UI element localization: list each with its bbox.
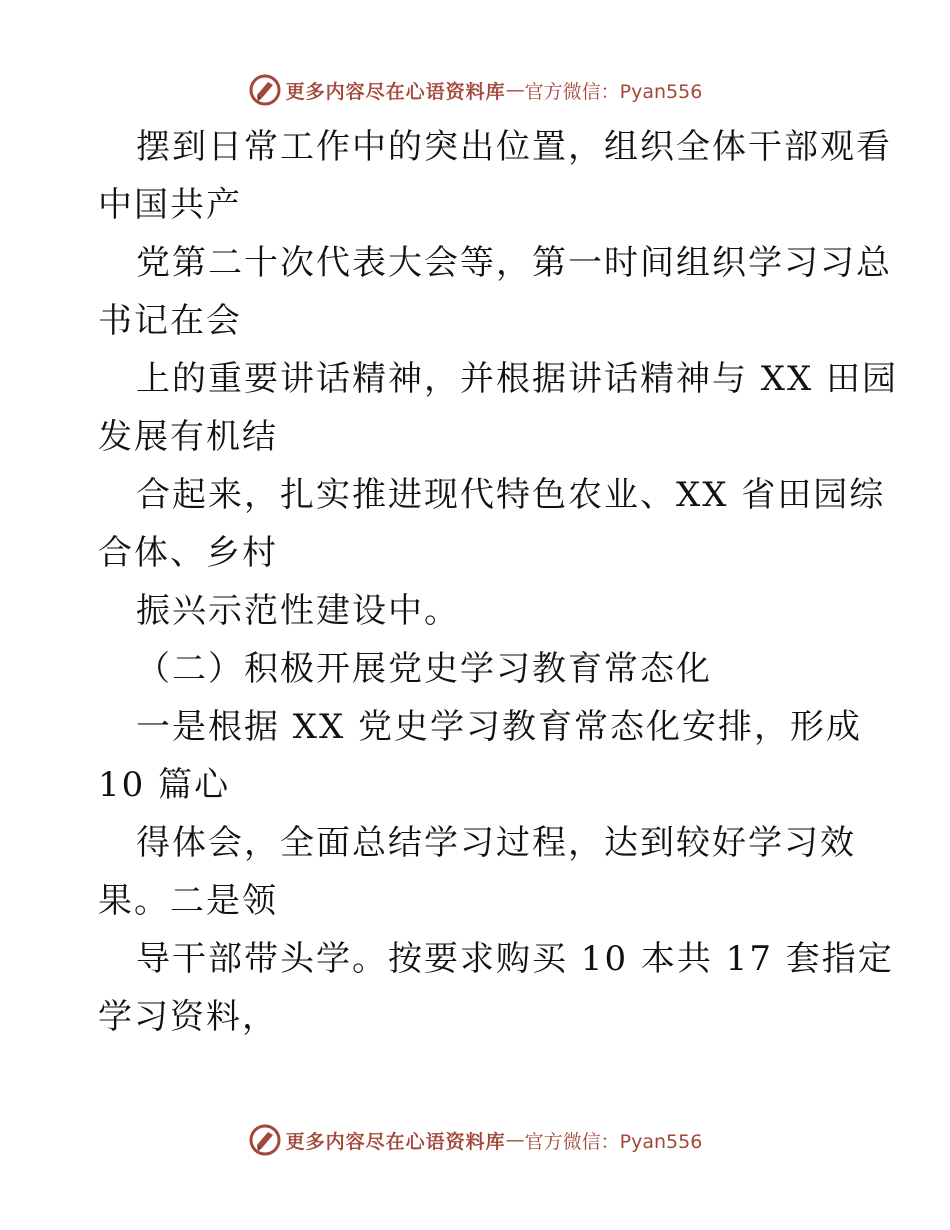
brand-logo-icon [248, 73, 282, 107]
text-line: 合起来，扎实推进现代特色农业、XX 省田园综 [136, 475, 886, 515]
header-banner [0, 70, 950, 110]
text-line: 果。二是领 [98, 881, 278, 921]
footer-brand-text: 更多内容尽在心语资料库 [285, 1130, 506, 1153]
document-body [98, 118, 899, 1046]
text-line: 振兴示范性建设中。 [136, 591, 460, 631]
text-line: 上的重要讲话精神，并根据讲话精神与 XX 田园 [136, 359, 899, 399]
text-line: 书记在会 [98, 301, 242, 341]
section-heading: （二）积极开展党史学习教育常态化 [136, 649, 712, 689]
text-line: 合体、乡村 [98, 533, 278, 573]
brand-logo-icon [248, 1123, 282, 1157]
footer-separator: — [505, 1129, 525, 1151]
header-contact-text: 官方微信：Pyan556 [524, 80, 703, 103]
footer-banner [0, 1120, 950, 1160]
text-line: 发展有机结 [98, 417, 278, 457]
header-brand-text: 更多内容尽在心语资料库 [285, 80, 506, 103]
text-line: 学习资料， [98, 997, 278, 1037]
text-line: 10 篇心 [98, 765, 231, 805]
text-line: 摆到日常工作中的突出位置，组织全体干部观看 [136, 127, 892, 167]
text-line: 得体会，全面总结学习过程，达到较好学习效 [136, 823, 856, 863]
text-line: 中国共产 [98, 185, 242, 225]
text-line: 党第二十次代表大会等，第一时间组织学习习总 [136, 243, 892, 283]
footer-contact-text: 官方微信：Pyan556 [524, 1130, 703, 1153]
text-line: 一是根据 XX 党史学习教育常态化安排，形成 [136, 707, 863, 747]
header-separator: — [505, 79, 525, 101]
text-line: 导干部带头学。按要求购买 10 本共 17 套指定 [136, 939, 894, 979]
